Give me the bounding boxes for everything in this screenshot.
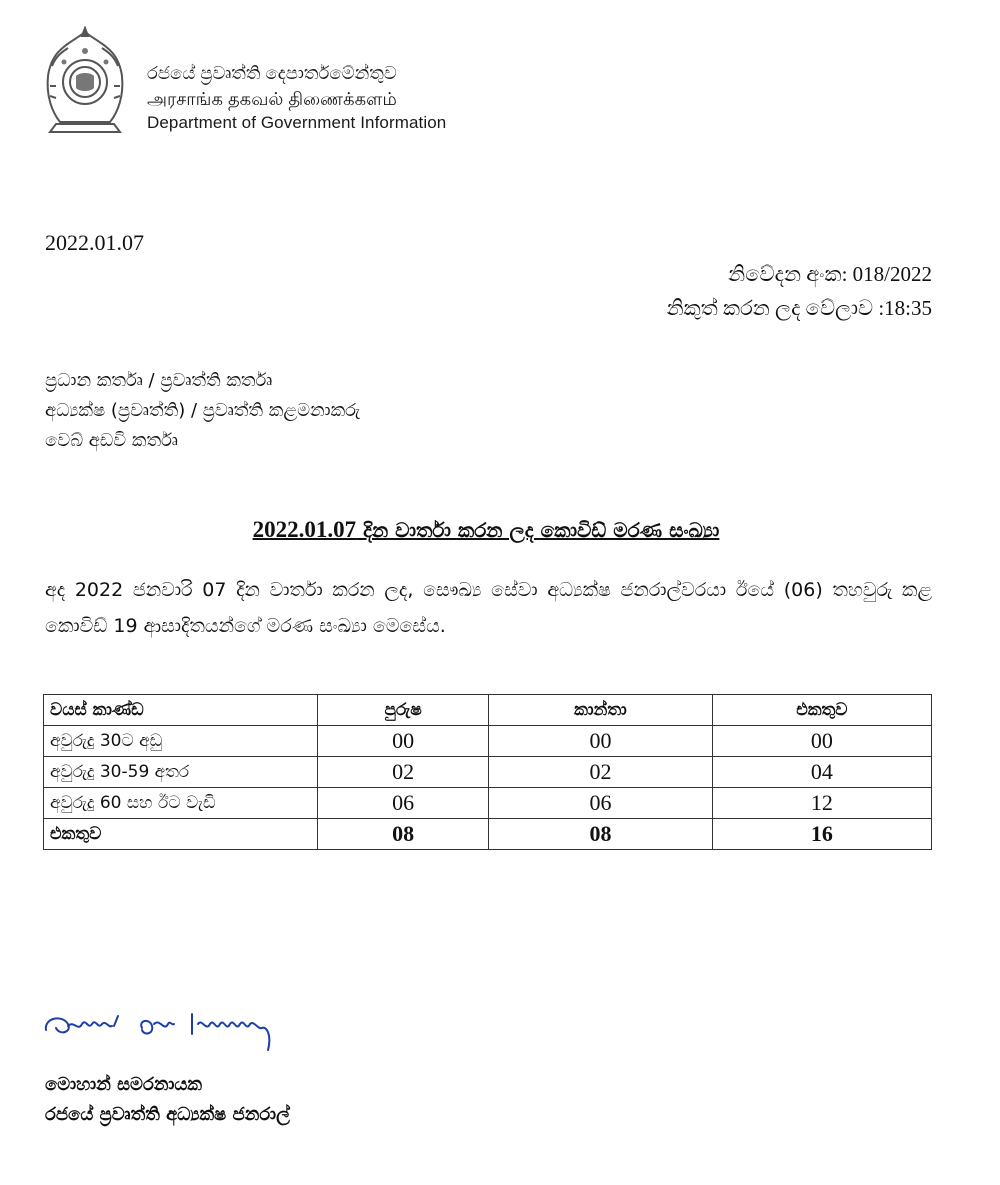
total-label-cell: එකතුව <box>44 819 318 850</box>
total-count-cell: 04 <box>712 757 931 788</box>
body-paragraph: අද 2022 ජනවාරි 07 දින වාර්තා කරන ලද, සෞඛ්‍ය සේවා අධ්‍යක්ෂ ජනරාල්වරයා ඊයේ (06) තහවුරු කළ කොවිඩ් 19 ආසාදිතයන්ගේ මරණ සංඛ්‍යා මෙසේය. <box>45 579 932 637</box>
government-emblem-icon <box>40 26 130 136</box>
grand-total-cell: 16 <box>712 819 931 850</box>
total-count-cell: 12 <box>712 788 931 819</box>
department-name-english: Department of Government Information <box>147 113 447 132</box>
table-total-row <box>44 819 932 850</box>
age-group-cell: අවුරුදු 30ට අඩු <box>44 726 318 757</box>
age-group-cell: අවුරුදු 60 සහ ඊට වැඩි <box>44 788 318 819</box>
covid-deaths-table <box>43 694 932 850</box>
column-header: වයස් කාණ්ඩ <box>44 695 318 726</box>
table-row <box>44 757 932 788</box>
department-name-tamil: அரசாங்க தகவல் திணைக்களம் <box>147 89 397 109</box>
handwritten-signature <box>42 1010 302 1060</box>
male-total-cell: 08 <box>318 819 489 850</box>
release-reference: නිවේදන අංක: 018/2022 <box>728 262 932 286</box>
male-count-cell: 00 <box>318 726 489 757</box>
female-count-cell: 00 <box>489 726 713 757</box>
female-count-cell: 06 <box>489 788 713 819</box>
recipient-line: අධ්‍යක්ෂ (ප්‍රවෘත්ති) / ප්‍රවෘත්ති කළමනාකරු <box>45 400 361 421</box>
female-count-cell: 02 <box>489 757 713 788</box>
signatory-title: රජයේ ප්‍රවෘත්ති අධ්‍යක්ෂ ජනරාල් <box>45 1104 290 1125</box>
table-row <box>44 726 932 757</box>
male-count-cell: 02 <box>318 757 489 788</box>
age-group-cell: අවුරුදු 30-59 අතර <box>44 757 318 788</box>
column-header: කාන්තා <box>489 695 713 726</box>
female-total-cell: 08 <box>489 819 713 850</box>
document-title <box>0 517 972 543</box>
title-date: 2022.01.07 <box>252 517 357 542</box>
recipient-line: ප්‍රධාන කර්තෘ / ප්‍රවෘත්ති කර්තෘ <box>45 370 273 391</box>
table-row <box>44 788 932 819</box>
title-text: දින වාර්තා කරන ලද කොවිඩ් මරණ සංඛ්‍යා <box>356 518 720 542</box>
male-count-cell: 06 <box>318 788 489 819</box>
column-header: එකතුව <box>712 695 931 726</box>
table-header-row <box>44 695 932 726</box>
issued-time: නිකුත් කරන ලද වේලාව :18:35 <box>666 296 932 320</box>
document-date: 2022.01.07 <box>45 230 144 255</box>
signatory-name: මොහාන් සමරනායක <box>45 1074 202 1095</box>
recipient-line: වෙබ් අඩවි කර්තෘ <box>45 430 178 451</box>
department-name-sinhala: රජයේ ප්‍රවෘත්ති දෙපාර්තමේන්තුව <box>147 63 397 83</box>
column-header: පුරුෂ <box>318 695 489 726</box>
total-count-cell: 00 <box>712 726 931 757</box>
